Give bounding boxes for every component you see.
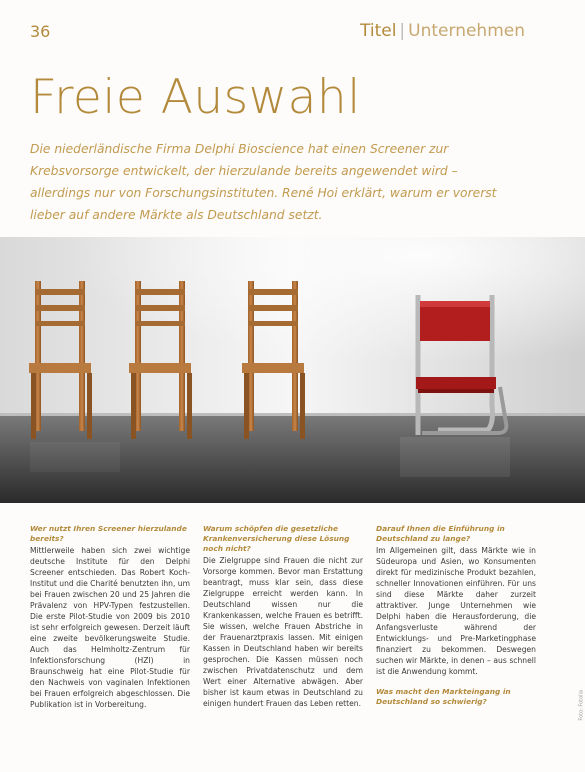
answer: Im Allgemeinen gilt, dass Märkte wie in Südeuropa und Asien, wo Konsumenten direkt für medizinische Produkt bezahlen, schneller Innovationen einführen. Für uns sind diese Märkte daher zurzeit attraktiver. Junge Unternehmen wie Delphi haben die Herausforderung, die Anfangsverluste während der Entwicklungs- und Pre-Marketingphase finanziert zu bekommen. Deswegen suchen wir Märkte, in denen – aus schnell ist die Anwendung kommt. (376, 546, 536, 676)
column-2 (203, 524, 363, 762)
article-intro: Die niederländische Firma Delphi Bioscience hat einen Screener zur Krebsvorsorge entwickelt, der hierzulande bereits angewendet wird – allerdings nur von Forschungsinstituten. René Hoi erklärt, warum er vorerst lieber auf andere Märkte als Deutschland setzt. (30, 142, 497, 222)
section-header (360, 21, 525, 41)
subsection-label: Unternehmen (408, 21, 525, 41)
answer: Die Zielgruppe sind Frauen die nicht zur Vorsorge kommen. Bevor man Erstattung beantragt, muss klar sein, dass diese Zielgruppe erreicht werden kann. In Deutschland wissen nur die Krankenkassen, welche Frauen es betrifft. Sie wissen, welche Frauen Abstriche in der Frauenarztpraxis lassen. Mit einigen Kassen in Deutschland haben wir bereits gesprochen. Die Kassen müssen noch zwischen Privatdatenschutz und dem Wert einer Alternative abwägen. Aber bisher ist kaum etwas in Deutschland zu einigen hundert Frauen das Leben retten. (203, 556, 363, 708)
chairs-illustration (0, 237, 585, 503)
page-number: 36 (30, 22, 51, 41)
column-3 (376, 524, 536, 762)
interview-columns (30, 524, 550, 762)
question: Was macht den Markteingang in Deutschland so schwierig? (376, 687, 511, 706)
question: Warum schöpfen die gesetzliche Krankenversicherung diese Lösung noch nicht? (203, 524, 350, 553)
article-title: Freie Auswahl (30, 70, 361, 125)
answer: Mittlerweile haben sich zwei wichtige deutsche Institute für den Delphi Screener entschieden. Das Robert Koch-Institut und die Charité benutzten ihn, um bei Frauen zwischen 20 und 25 Jahren die Prävalenz von HPV-Typen festzustellen. Die erste Pilot-Studie von 2009 bis 2010 ist sehr erfolgreich gewesen. Derzeit läuft eine zweite bevölkerungsweite Studie. Auch das Helmholtz-Zentrum für Infektionsforschung (HZI) in Braunschweig hat eine Pilot-Studie für den Nachweis von vaginalen Infektionen bei Frauen erfolgreich abgeschlossen. Die Publikation ist in Vorbereitung. (30, 546, 190, 709)
chairs-photo (0, 237, 585, 503)
section-label: Titel (359, 21, 397, 41)
photo-credit: Foto: Fotolia (579, 690, 585, 721)
question: Wer nutzt Ihren Screener hierzulande bereits? (30, 524, 187, 543)
section-separator: | (399, 21, 406, 41)
question: Darauf Ihnen die Einführung in Deutschland zu lange? (376, 524, 505, 543)
column-1 (30, 524, 190, 762)
